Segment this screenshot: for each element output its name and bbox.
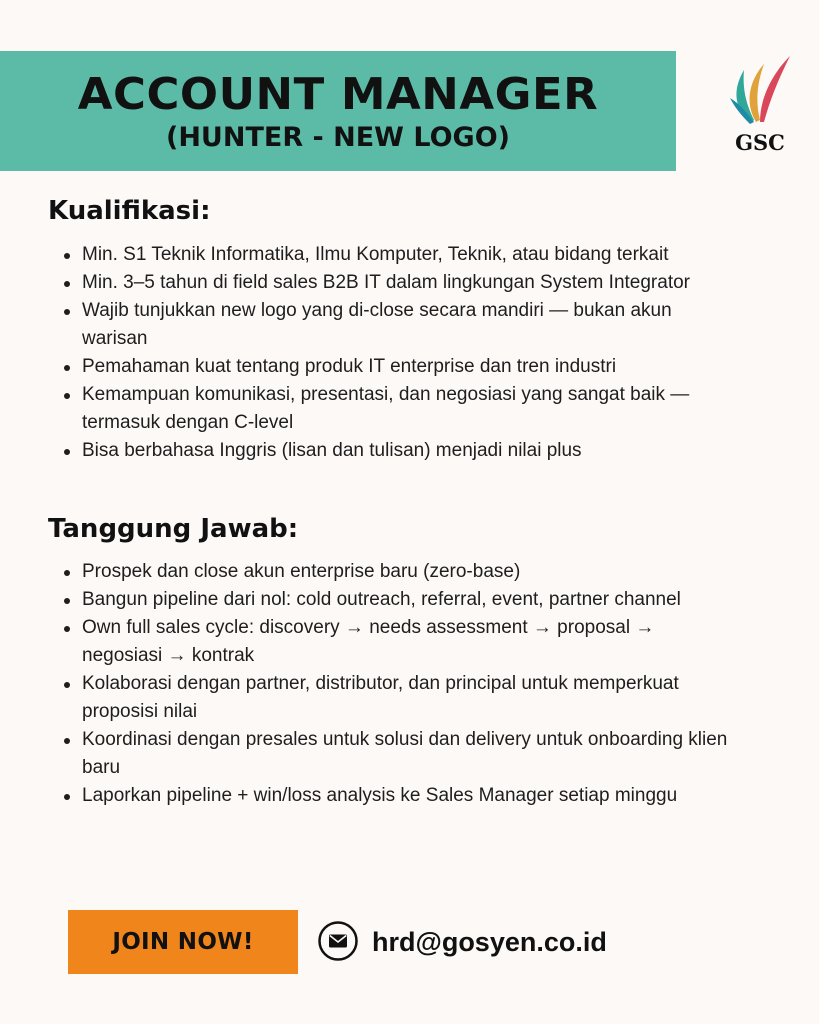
list-item: Bisa berbahasa Inggris (lisan dan tulisan) menjadi nilai plus xyxy=(82,437,752,465)
page-subtitle: (HUNTER - NEW LOGO) xyxy=(166,122,510,153)
list-item: Min. 3–5 tahun di field sales B2B IT dalam lingkungan System Integrator xyxy=(82,269,752,297)
qualifications-list xyxy=(82,241,752,465)
company-logo xyxy=(724,50,796,160)
leaf-logo-icon xyxy=(730,50,790,128)
list-item: Bangun pipeline dari nol: cold outreach, referral, event, partner channel xyxy=(82,586,752,614)
page-title: ACCOUNT MANAGER xyxy=(77,69,599,120)
list-item: Koordinasi dengan presales untuk solusi dan delivery untuk onboarding klien baru xyxy=(82,726,732,782)
mail-icon xyxy=(318,921,358,961)
list-item: Wajib tunjukkan new logo yang di-close secara mandiri — bukan akun warisan xyxy=(82,297,722,353)
responsibilities-heading: Tanggung Jawab: xyxy=(48,514,299,544)
list-item: Laporkan pipeline + win/loss analysis ke Sales Manager setiap minggu xyxy=(82,782,752,810)
logo-text: GSC xyxy=(735,130,785,155)
join-now-button[interactable]: JOIN NOW! xyxy=(68,910,298,974)
list-item: Kolaborasi dengan partner, distributor, dan principal untuk memperkuat proposisi nilai xyxy=(82,670,722,726)
list-item: Own full sales cycle: discovery → needs assessment → proposal → negosiasi → kontrak xyxy=(82,614,702,670)
qualifications-heading: Kualifikasi: xyxy=(48,196,211,226)
list-item: Kemampuan komunikasi, presentasi, dan negosiasi yang sangat baik — termasuk dengan C-level xyxy=(82,381,732,437)
list-item: Pemahaman kuat tentang produk IT enterprise dan tren industri xyxy=(82,353,752,381)
responsibilities-list xyxy=(82,558,752,810)
header-banner xyxy=(0,51,676,171)
list-item: Prospek dan close akun enterprise baru (zero-base) xyxy=(82,558,752,586)
contact-email[interactable]: hrd@gosyen.co.id xyxy=(372,927,607,957)
list-item: Min. S1 Teknik Informatika, Ilmu Komputer, Teknik, atau bidang terkait xyxy=(82,241,752,269)
